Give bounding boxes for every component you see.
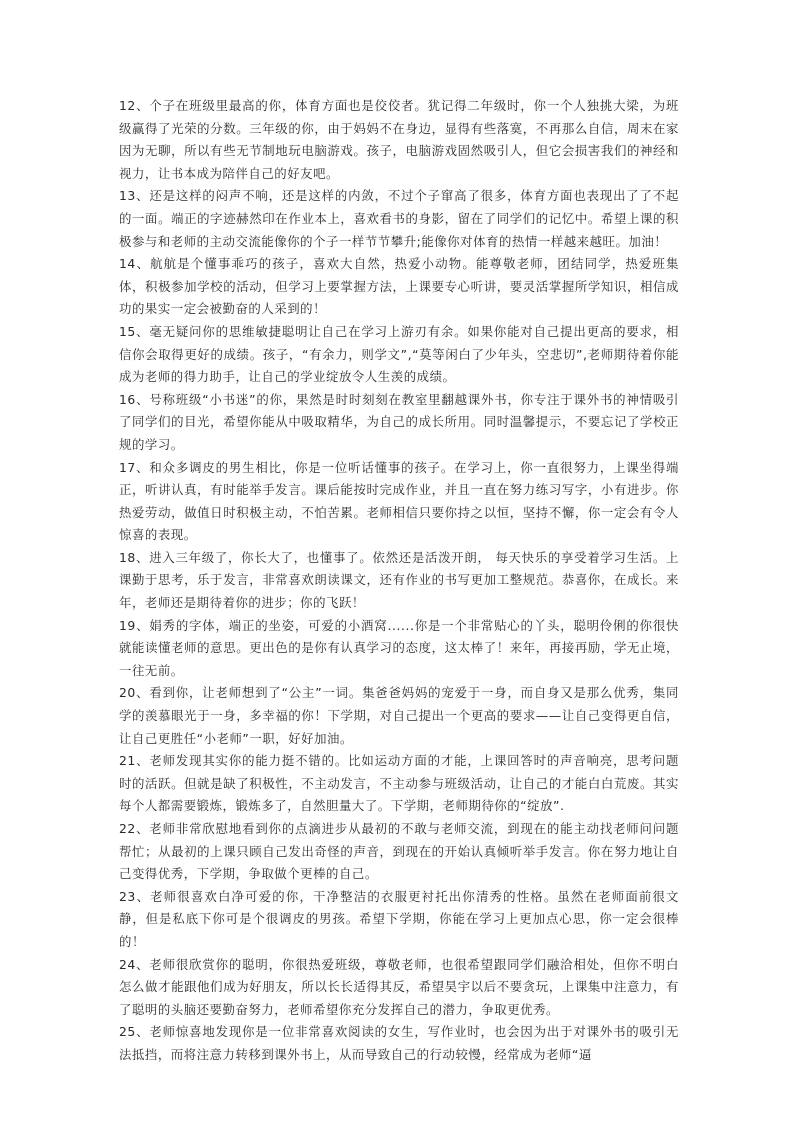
paragraph-12: 12、个子在班级里最高的你，体育方面也是佼佼者。犹记得二年级时，你一个人独挑大梁，为班级赢得了光荣的分数。三年级的你，由于妈妈不在身边，显得有些落寞，不再那么自信，周末在家因为无聊，所以有些无节制地玩电脑游戏。孩子，电脑游戏固然吸引人，但它会损害我们的神经和视力，让书本成为陪伴自己的好友吧。 — [119, 98, 679, 181]
paragraph-18: 18、进入三年级了，你长大了，也懂事了。依然还是活泼开朗， 每天快乐的享受着学习生活。上课勤于思考，乐于发言，非常喜欢朗读课文，还有作业的书写更加工整规范。恭喜你，在成长。来年，老师还是期待着你的进步；你的飞跃！ — [119, 549, 679, 611]
paragraph-21: 21、老师发现其实你的能力挺不错的。比如运动方面的才能，上课回答时的声音响亮，思考问题时的活跃。但就是缺了积极性，不主动发言，不主动参与班级活动，让自己的才能白白荒废。其实每个人都需要锻炼，锻炼多了，自然胆量大了。下学期，老师期待你的“绽放”. — [119, 753, 679, 814]
paragraph-24: 24、老师很欣赏你的聪明，你很热爱班级，尊敬老师，也很希望跟同学们融洽相处，但你不明白怎么做才能跟他们成为好朋友，所以长长适得其反，希望昊宇以后不要贪玩，上课集中注意力，有了聪明的头脑还要勤奋努力，老师希望你充分发挥自己的潜力，争取更优秀。 — [119, 956, 679, 1017]
paragraph-13: 13、还是这样的闷声不响，还是这样的内敛，不过个子窜高了很多，体育方面也表现出了了不起的一面。端正的字迹赫然印在作业本上，喜欢看书的身影，留在了同学们的记忆中。希望上课的积极参与和老师的主动交流能像你的个子一样节节攀升;能像你对体育的热情一样越来越旺。加油！ — [119, 188, 679, 249]
paragraph-14: 14、航航是个懂事乖巧的孩子，喜欢大自然，热爱小动物。能尊敬老师，团结同学，热爱班集体，积极参加学校的活动，但学习上要掌握方法，上课要专心听讲，要灵活掌握所学知识，相信成功的果实一定会被勤奋的人采到的！ — [119, 256, 679, 317]
paragraph-22: 22、老师非常欣慰地看到你的点滴进步从最初的不敢与老师交流，到现在的能主动找老师问问题帮忙；从最初的上课只顾自己发出奇怪的声音，到现在的开始认真倾听举手发言。你在努力地让自己变得优秀，下学期，争取做个更棒的自己。 — [119, 821, 679, 882]
paragraph-25: 25、老师惊喜地发现你是一位非常喜欢阅读的女生，写作业时，也会因为出于对课外书的吸引无法抵挡，而将注意力转移到课外书上，从而导致自己的行动较慢，经常成为老师“逼 — [119, 1024, 679, 1062]
paragraph-15: 15、毫无疑问你的思维敏捷聪明让自己在学习上游刃有余。如果你能对自己提出更高的要求，相信你会取得更好的成绩。孩子，“有余力，则学文”,“莫等闲白了少年头，空悲切”,老师期待着你能成为老师的得力助手，让自己的学业绽放令人生羡的成绩。 — [119, 323, 679, 385]
document-body — [119, 95, 679, 1067]
paragraph-23: 23、老师很喜欢白净可爱的你，干净整洁的衣服更衬托出你清秀的性格。虽然在老师面前很文静，但是私底下你可是个很调皮的男孩。希望下学期，你能在学习上更加点心思，你一定会很棒的！ — [119, 888, 679, 949]
paragraph-16: 16、号称班级“小书迷”的你，果然是时时刻刻在教室里翻越课外书，你专注于课外书的神情吸引了同学们的目光，希望你能从中吸取精华，为自己的成长所用。同时温馨提示，不要忘记了学校正规的学习。 — [119, 391, 679, 452]
paragraph-17: 17、和众多调皮的男生相比，你是一位听话懂事的孩子。在学习上，你一直很努力，上课坐得端正，听讲认真，有时能举手发言。课后能按时完成作业，并且一直在努力练习写字，小有进步。你热爱劳动，做值日时积极主动，不怕苦累。老师相信只要你持之以恒，坚持不懈，你一定会有令人惊喜的表现。 — [119, 459, 679, 543]
paragraph-20: 20、看到你，让老师想到了“公主”一词。集爸爸妈妈的宠爱于一身，而自身又是那么优秀，集同学的羡慕眼光于一身，多幸福的你！下学期，对自己提出一个更高的要求——让自己变得更自信，让自己更胜任“小老师”一职，好好加油。 — [119, 685, 679, 746]
paragraph-19: 19、娟秀的字体，端正的坐姿，可爱的小酒窝......你是一个非常贴心的丫头，聪明伶俐的你很快就能读懂老师的意思。更出色的是你有认真学习的态度，这太棒了！来年，再接再励，学无止境，一往无前。 — [119, 617, 679, 678]
